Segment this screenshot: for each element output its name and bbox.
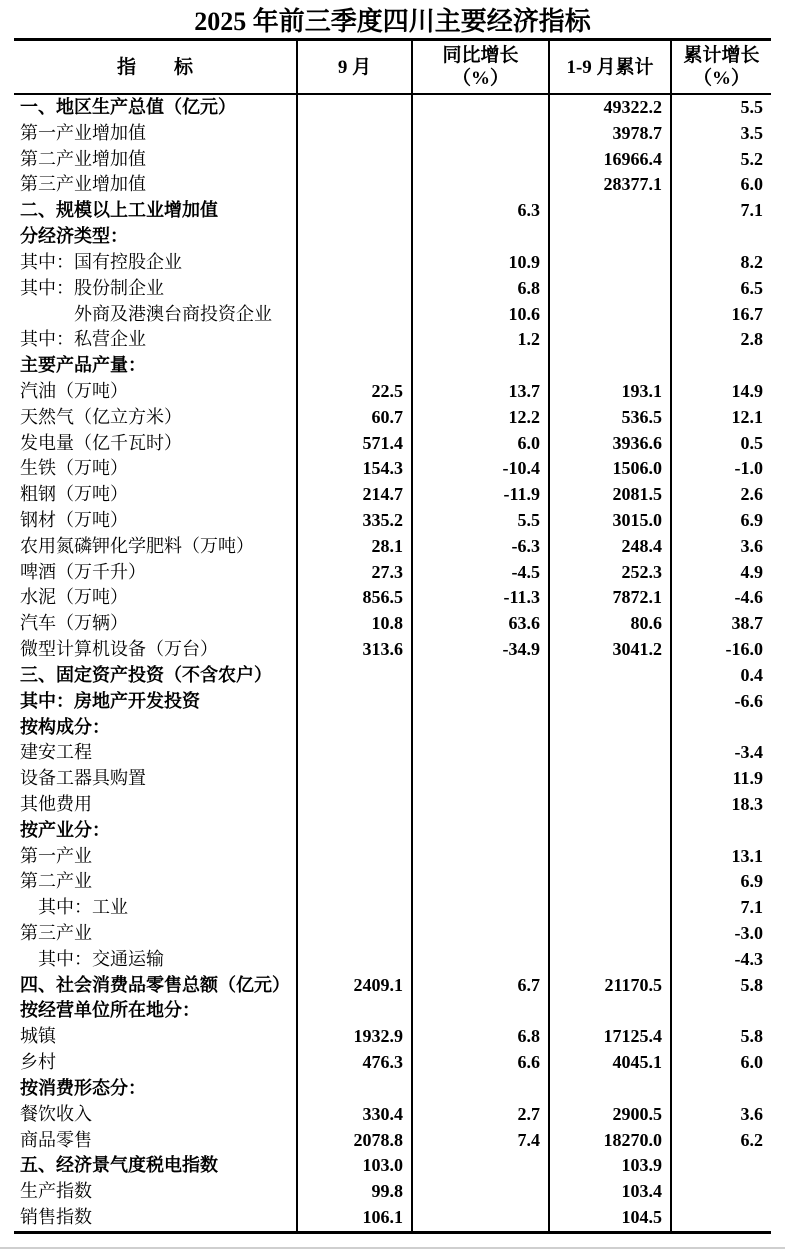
indicator-cell: 一、地区生产总值（亿元） [14, 95, 298, 121]
value-cell-cumulative-growth: 8.2 [740, 251, 763, 272]
indicator-cell: 钢材（万吨） [14, 508, 298, 534]
value-cell-yoy-growth [413, 1076, 550, 1102]
value-cell-cumulative-growth: 6.9 [740, 510, 763, 530]
value-cell-yoy-growth [413, 689, 550, 715]
value-cell-cumulative-growth: 0.5 [740, 432, 763, 453]
indicator-cell: 第一产业增加值 [14, 121, 298, 147]
value-cell-cumulative-growth [672, 224, 771, 250]
value-cell-cumulative-growth: 6.2 [740, 1129, 763, 1150]
value-cell-september [298, 844, 413, 870]
value-cell-september: 154.3 [298, 456, 413, 482]
value-cell-cumulative [550, 276, 672, 302]
value-cell-cumulative [550, 869, 672, 895]
value-cell-yoy-growth [413, 766, 550, 792]
value-cell-cumulative-growth: 7.1 [740, 897, 763, 918]
value-cell-cumulative: 193.1 [550, 379, 672, 405]
value-cell-cumulative-growth [672, 1205, 771, 1231]
value-cell-cumulative [550, 895, 672, 921]
value-cell-yoy-growth [413, 172, 550, 198]
value-cell-yoy-growth: 5.5 [413, 508, 550, 534]
value-cell-cumulative: 7872.1 [550, 585, 672, 611]
value-cell-yoy-growth: 7.4 [413, 1128, 550, 1154]
indicator-cell: 生铁（万吨） [14, 456, 298, 482]
value-cell-cumulative [550, 327, 672, 353]
indicator-cell: 按消费形态分： [14, 1076, 298, 1102]
value-cell-cumulative-growth [672, 1179, 771, 1205]
value-cell-yoy-growth [413, 121, 550, 147]
value-cell-yoy-growth [413, 844, 550, 870]
value-cell-yoy-growth [413, 224, 550, 250]
value-cell-yoy-growth [413, 998, 550, 1024]
indicator-cell: 其中：私营企业 [14, 327, 298, 353]
value-cell-cumulative-growth: -6.6 [734, 690, 763, 711]
value-cell-cumulative-growth: 12.1 [731, 406, 763, 427]
value-cell-cumulative: 3041.2 [550, 637, 672, 663]
value-cell-yoy-growth: 10.6 [413, 302, 550, 328]
value-cell-cumulative-growth [672, 818, 771, 844]
value-cell-yoy-growth [413, 1205, 550, 1231]
indicator-cell: 第三产业 [14, 921, 298, 947]
value-cell-september: 335.2 [298, 508, 413, 534]
value-cell-cumulative: 4045.1 [550, 1050, 672, 1076]
value-cell-cumulative-growth: -16.0 [725, 639, 763, 660]
value-cell-cumulative [550, 947, 672, 973]
value-cell-cumulative-growth: 18.3 [731, 793, 763, 814]
value-cell-yoy-growth [413, 663, 550, 689]
value-cell-cumulative-growth: 6.0 [740, 1052, 763, 1073]
value-cell-cumulative [550, 844, 672, 870]
indicator-cell: 微型计算机设备（万台） [14, 637, 298, 663]
indicator-cell: 第二产业 [14, 869, 298, 895]
value-cell-cumulative-growth [672, 715, 771, 741]
value-cell-cumulative-growth: 0.4 [740, 664, 763, 685]
value-cell-september [298, 715, 413, 741]
value-cell-september [298, 998, 413, 1024]
indicator-cell: 发电量（亿千瓦时） [14, 431, 298, 457]
indicator-cell: 其他费用 [14, 792, 298, 818]
value-cell-cumulative-growth: 6.9 [740, 871, 763, 892]
value-cell-cumulative-growth: 3.6 [740, 535, 763, 556]
value-cell-cumulative: 103.9 [550, 1153, 672, 1179]
value-cell-yoy-growth [413, 715, 550, 741]
value-cell-cumulative: 80.6 [550, 611, 672, 637]
value-cell-september: 28.1 [298, 534, 413, 560]
column-header-cumulative-growth: 累计增长 （%） [683, 45, 760, 89]
value-cell-cumulative-growth: -3.4 [734, 742, 763, 763]
value-cell-september [298, 121, 413, 147]
value-cell-september [298, 276, 413, 302]
value-cell-cumulative-growth: -4.6 [734, 587, 763, 608]
value-cell-yoy-growth [413, 740, 550, 766]
value-cell-cumulative: 248.4 [550, 534, 672, 560]
value-cell-september: 103.0 [298, 1153, 413, 1179]
value-cell-september [298, 895, 413, 921]
value-cell-yoy-growth: -11.9 [413, 482, 550, 508]
indicator-cell: 汽油（万吨） [14, 379, 298, 405]
indicator-cell: 按构成分： [14, 715, 298, 741]
value-cell-september: 27.3 [298, 560, 413, 586]
value-cell-september [298, 921, 413, 947]
table-header-row [14, 41, 771, 95]
value-cell-cumulative-growth: 5.2 [740, 148, 763, 169]
value-cell-cumulative: 1506.0 [550, 456, 672, 482]
indicator-cell: 其中：交通运输 [14, 947, 298, 973]
value-cell-september [298, 147, 413, 173]
value-cell-yoy-growth [413, 353, 550, 379]
value-cell-cumulative [550, 250, 672, 276]
value-cell-september [298, 869, 413, 895]
value-cell-yoy-growth [413, 792, 550, 818]
value-cell-cumulative-growth: -4.3 [734, 948, 763, 969]
value-cell-yoy-growth [413, 921, 550, 947]
page-title: 2025 年前三季度四川主要经济指标 [194, 7, 591, 36]
value-cell-september: 60.7 [298, 405, 413, 431]
indicator-cell: 商品零售 [14, 1128, 298, 1154]
value-cell-september [298, 1076, 413, 1102]
value-cell-september [298, 198, 413, 224]
indicator-cell: 五、经济景气度税电指数 [14, 1153, 298, 1179]
value-cell-september: 2409.1 [298, 973, 413, 999]
value-cell-yoy-growth: 6.0 [413, 431, 550, 457]
value-cell-cumulative [550, 302, 672, 328]
value-cell-cumulative: 17125.4 [550, 1024, 672, 1050]
value-cell-cumulative: 28377.1 [550, 172, 672, 198]
value-cell-cumulative: 536.5 [550, 405, 672, 431]
value-cell-yoy-growth: 12.2 [413, 405, 550, 431]
value-cell-yoy-growth [413, 1179, 550, 1205]
indicator-cell: 按产业分： [14, 818, 298, 844]
value-cell-september: 1932.9 [298, 1024, 413, 1050]
value-cell-september: 313.6 [298, 637, 413, 663]
value-cell-september [298, 250, 413, 276]
value-cell-cumulative-growth: 2.6 [740, 484, 763, 505]
value-cell-yoy-growth: -11.3 [413, 585, 550, 611]
value-cell-cumulative-growth: 3.6 [740, 1103, 763, 1124]
value-cell-cumulative-growth: 16.7 [731, 303, 763, 324]
value-cell-cumulative-growth [672, 1153, 771, 1179]
table-body [14, 95, 771, 1231]
column-header-indicator: 指 标 [14, 41, 298, 93]
value-cell-cumulative [550, 663, 672, 689]
indicator-cell: 按经营单位所在地分： [14, 998, 298, 1024]
value-cell-cumulative-growth: 4.9 [740, 561, 763, 582]
indicator-cell: 主要产品产量： [14, 353, 298, 379]
value-cell-cumulative: 2081.5 [550, 482, 672, 508]
value-cell-cumulative [550, 766, 672, 792]
value-cell-cumulative [550, 224, 672, 250]
value-cell-september [298, 95, 413, 121]
value-cell-cumulative-growth: 6.0 [740, 174, 763, 195]
value-cell-cumulative-growth: 13.1 [731, 845, 763, 866]
value-cell-yoy-growth: 6.6 [413, 1050, 550, 1076]
value-cell-september [298, 689, 413, 715]
value-cell-yoy-growth: 6.7 [413, 973, 550, 999]
value-cell-yoy-growth: 1.2 [413, 327, 550, 353]
value-cell-yoy-growth: 6.8 [413, 276, 550, 302]
value-cell-yoy-growth: -6.3 [413, 534, 550, 560]
value-cell-september [298, 947, 413, 973]
value-cell-cumulative-growth [672, 1076, 771, 1102]
value-cell-cumulative-growth: 5.8 [740, 1026, 763, 1047]
value-cell-cumulative-growth: 5.8 [740, 974, 763, 995]
indicator-cell: 外商及港澳台商投资企业 [14, 302, 298, 328]
value-cell-september [298, 818, 413, 844]
indicator-cell: 三、固定资产投资（不含农户） [14, 663, 298, 689]
column-header-september: 9 月 [298, 41, 413, 93]
indicator-cell: 其中：房地产开发投资 [14, 689, 298, 715]
value-cell-cumulative-growth [672, 353, 771, 379]
value-cell-cumulative [550, 1076, 672, 1102]
value-cell-cumulative [550, 715, 672, 741]
value-cell-september: 856.5 [298, 585, 413, 611]
value-cell-cumulative-growth: 2.8 [740, 329, 763, 350]
indicator-cell: 水泥（万吨） [14, 585, 298, 611]
value-cell-yoy-growth [413, 947, 550, 973]
value-cell-cumulative [550, 198, 672, 224]
value-cell-september: 2078.8 [298, 1128, 413, 1154]
value-cell-september [298, 302, 413, 328]
value-cell-cumulative-growth: -3.0 [734, 923, 763, 943]
value-cell-yoy-growth: 63.6 [413, 611, 550, 637]
value-cell-cumulative [550, 818, 672, 844]
value-cell-cumulative-growth: -1.0 [734, 458, 763, 479]
indicator-cell: 乡村 [14, 1050, 298, 1076]
indicator-cell: 城镇 [14, 1024, 298, 1050]
value-cell-september: 22.5 [298, 379, 413, 405]
value-cell-cumulative [550, 353, 672, 379]
value-cell-september: 99.8 [298, 1179, 413, 1205]
value-cell-yoy-growth: 13.7 [413, 379, 550, 405]
value-cell-september [298, 172, 413, 198]
value-cell-september: 330.4 [298, 1102, 413, 1128]
value-cell-yoy-growth: -10.4 [413, 456, 550, 482]
value-cell-cumulative [550, 998, 672, 1024]
value-cell-cumulative-growth: 14.9 [731, 380, 763, 401]
indicator-cell: 销售指数 [14, 1205, 298, 1231]
value-cell-september: 476.3 [298, 1050, 413, 1076]
indicator-cell: 生产指数 [14, 1179, 298, 1205]
indicator-cell: 其中：工业 [14, 895, 298, 921]
value-cell-cumulative: 3936.6 [550, 431, 672, 457]
value-cell-cumulative-growth: 5.5 [740, 97, 763, 117]
indicator-cell: 汽车（万辆） [14, 611, 298, 637]
value-cell-yoy-growth: 6.8 [413, 1024, 550, 1050]
value-cell-cumulative-growth [672, 998, 771, 1024]
value-cell-september [298, 663, 413, 689]
value-cell-cumulative: 3015.0 [550, 508, 672, 534]
economic-indicators-table [14, 38, 771, 1234]
value-cell-cumulative: 21170.5 [550, 973, 672, 999]
value-cell-yoy-growth: -34.9 [413, 637, 550, 663]
value-cell-cumulative: 103.4 [550, 1179, 672, 1205]
value-cell-cumulative [550, 740, 672, 766]
value-cell-yoy-growth [413, 95, 550, 121]
value-cell-cumulative-growth: 11.9 [732, 768, 763, 789]
indicator-cell: 第三产业增加值 [14, 172, 298, 198]
value-cell-september: 214.7 [298, 482, 413, 508]
value-cell-cumulative: 49322.2 [550, 95, 672, 121]
indicator-cell: 粗钢（万吨） [14, 482, 298, 508]
value-cell-cumulative [550, 689, 672, 715]
column-header-yoy-growth: 同比增长 （%） [413, 41, 550, 93]
indicator-cell: 设备工器具购置 [14, 766, 298, 792]
value-cell-cumulative-growth: 6.5 [740, 277, 763, 298]
indicator-cell: 其中：股份制企业 [14, 276, 298, 302]
indicator-cell: 分经济类型： [14, 224, 298, 250]
indicator-cell: 第二产业增加值 [14, 147, 298, 173]
value-cell-cumulative [550, 921, 672, 947]
value-cell-september: 106.1 [298, 1205, 413, 1231]
indicator-cell: 天然气（亿立方米） [14, 405, 298, 431]
value-cell-september [298, 766, 413, 792]
value-cell-september: 571.4 [298, 431, 413, 457]
indicator-cell: 二、规模以上工业增加值 [14, 198, 298, 224]
value-cell-cumulative: 18270.0 [550, 1128, 672, 1154]
indicator-cell: 农用氮磷钾化学肥料（万吨） [14, 534, 298, 560]
value-cell-yoy-growth [413, 895, 550, 921]
indicator-cell: 啤酒（万千升） [14, 560, 298, 586]
value-cell-yoy-growth [413, 869, 550, 895]
value-cell-cumulative-growth: 7.1 [740, 200, 763, 221]
value-cell-yoy-growth: 2.7 [413, 1102, 550, 1128]
column-header-cumulative: 1-9 月累计 [550, 41, 672, 93]
value-cell-yoy-growth: 10.9 [413, 250, 550, 276]
value-cell-cumulative: 3978.7 [550, 121, 672, 147]
value-cell-september [298, 353, 413, 379]
value-cell-cumulative: 104.5 [550, 1205, 672, 1231]
value-cell-september [298, 792, 413, 818]
value-cell-yoy-growth: 6.3 [413, 198, 550, 224]
value-cell-cumulative: 16966.4 [550, 147, 672, 173]
value-cell-yoy-growth [413, 818, 550, 844]
indicator-cell: 建安工程 [14, 740, 298, 766]
value-cell-september [298, 327, 413, 353]
value-cell-cumulative-growth: 38.7 [731, 613, 763, 634]
indicator-cell: 四、社会消费品零售总额（亿元） [14, 973, 298, 999]
value-cell-cumulative-growth: 3.5 [740, 122, 763, 143]
value-cell-yoy-growth [413, 147, 550, 173]
value-cell-september [298, 740, 413, 766]
value-cell-cumulative: 2900.5 [550, 1102, 672, 1128]
value-cell-cumulative [550, 792, 672, 818]
value-cell-september: 10.8 [298, 611, 413, 637]
indicator-cell: 餐饮收入 [14, 1102, 298, 1128]
indicator-cell: 其中：国有控股企业 [14, 250, 298, 276]
value-cell-yoy-growth: -4.5 [413, 560, 550, 586]
indicator-cell: 第一产业 [14, 844, 298, 870]
value-cell-cumulative: 252.3 [550, 560, 672, 586]
value-cell-yoy-growth [413, 1153, 550, 1179]
value-cell-september [298, 224, 413, 250]
